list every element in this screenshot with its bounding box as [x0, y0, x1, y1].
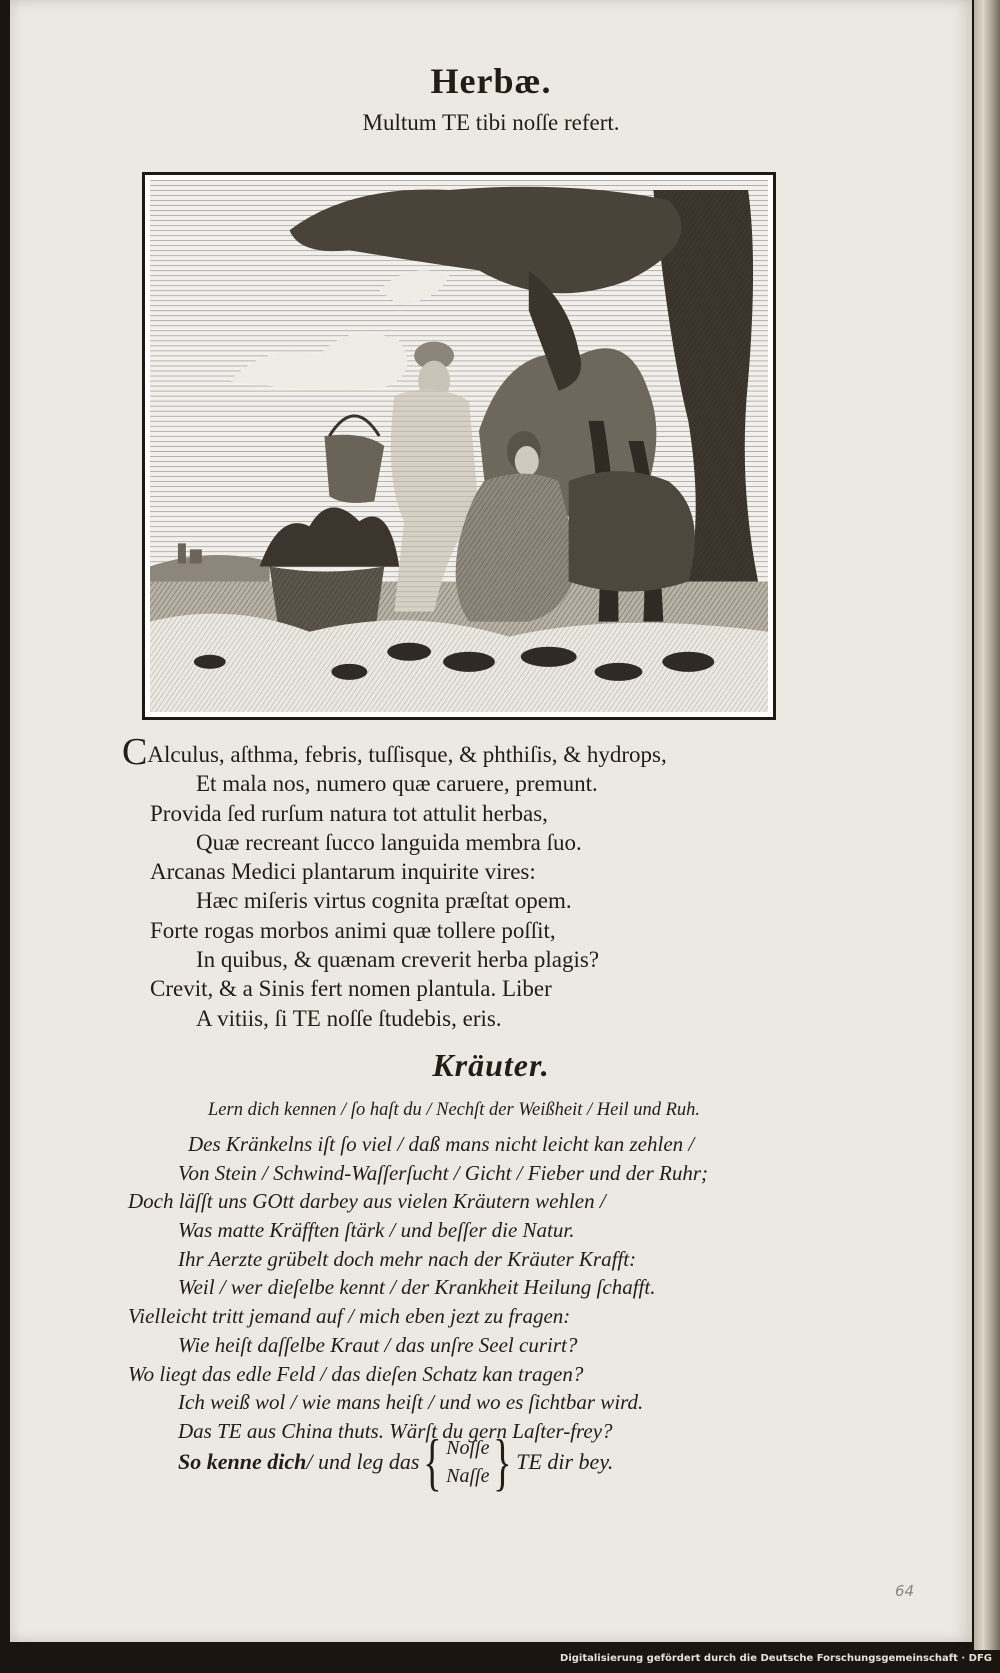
- german-line: Vielleicht tritt jemand auf / mich eben jezt zu fragen:: [128, 1304, 571, 1329]
- latin-line: A vitiis, ſi TE noſſe ſtudebis, eris.: [196, 1005, 502, 1031]
- footer-credit: Digitalisierung gefördert durch die Deutsche Forschungsgemeinschaft · DFG: [560, 1653, 992, 1664]
- latin-poem: [122, 731, 870, 1033]
- german-line: Ich weiß wol / wie mans heiſt / und wo es ſichtbar wird.: [178, 1390, 644, 1415]
- latin-line: Hæc miſeris virtus cognita præſtat opem.: [196, 888, 572, 914]
- final-lead-bold: So kenne dich: [178, 1449, 307, 1474]
- german-line: Ihr Aerzte grübelt doch mehr nach der Kräuter Krafft:: [178, 1246, 637, 1271]
- herb-gatherers-engraving: [150, 180, 768, 712]
- engraving-illustration: [142, 172, 776, 720]
- german-line: Von Stein / Schwind-Waſſerſucht / Gicht / Fieber und der Ruhr;: [178, 1160, 708, 1185]
- final-tail: TE dir bey.: [516, 1449, 614, 1474]
- drop-cap: C: [122, 731, 148, 773]
- latin-line: In quibus, & quænam creverit herba plagis?: [196, 947, 600, 973]
- german-line: Weil / wer dieſelbe kennt / der Krankheit Heilung ſchafft.: [178, 1275, 656, 1300]
- page-title: Herbæ.: [430, 61, 552, 101]
- german-final-line: [178, 1426, 878, 1497]
- left-brace: {: [423, 1426, 442, 1497]
- latin-line-1: CAlculus, aſthma, febris, tuſſisque, & phthiſis, & hydrops,: [122, 731, 667, 773]
- latin-line: Crevit, & a Sinis fert nomen plantula. Liber: [150, 976, 552, 1002]
- book-edge: [974, 0, 1000, 1650]
- latin-line: Et mala nos, numero quæ caruere, premunt.: [196, 771, 598, 797]
- german-line: Wo liegt das edle Feld / das dieſen Schatz kan tragen?: [128, 1361, 584, 1386]
- final-lead: / und leg das: [306, 1449, 420, 1474]
- latin-line: Provida ſed rurſum natura tot attulit herbas,: [150, 800, 548, 826]
- german-line: Doch läſſt uns GOtt darbey aus vielen Kräutern wehlen /: [128, 1189, 606, 1214]
- latin-line: Arcanas Medici plantarum inquirite vires:: [150, 859, 536, 885]
- page-number: 64: [895, 1582, 915, 1600]
- right-brace: }: [493, 1426, 513, 1497]
- german-line: Was matte Kräfften ſtärk / und beſſer die Natur.: [178, 1218, 575, 1243]
- latin-line: Quæ recreant ſucco languida membra ſuo.: [196, 829, 582, 855]
- latin-line: Forte rogas morbos animi quæ tollere poſſit,: [150, 917, 556, 943]
- option-top: Noſſe: [446, 1437, 490, 1459]
- book-page: [10, 0, 972, 1642]
- option-bottom: Naſſe: [446, 1465, 490, 1487]
- page-motto: Multum TE tibi noſſe refert.: [362, 110, 620, 135]
- word-choice: [446, 1434, 489, 1490]
- german-poem: [128, 1130, 958, 1446]
- german-line: Wie heiſt daſſelbe Kraut / das unſre Seel curirt?: [178, 1332, 578, 1357]
- german-subtitle: Lern dich kennen / ſo haſt du / Nechſt der Weißheit / Heil und Ruh.: [208, 1100, 701, 1120]
- german-title: Kräuter.: [432, 1047, 550, 1083]
- german-line: Des Kränkelns iſt ſo viel / daß mans nicht leicht kan zehlen /: [188, 1132, 695, 1156]
- german-line: Das TE aus China thuts. Wärſt du gern Laſter-frey?: [178, 1418, 613, 1443]
